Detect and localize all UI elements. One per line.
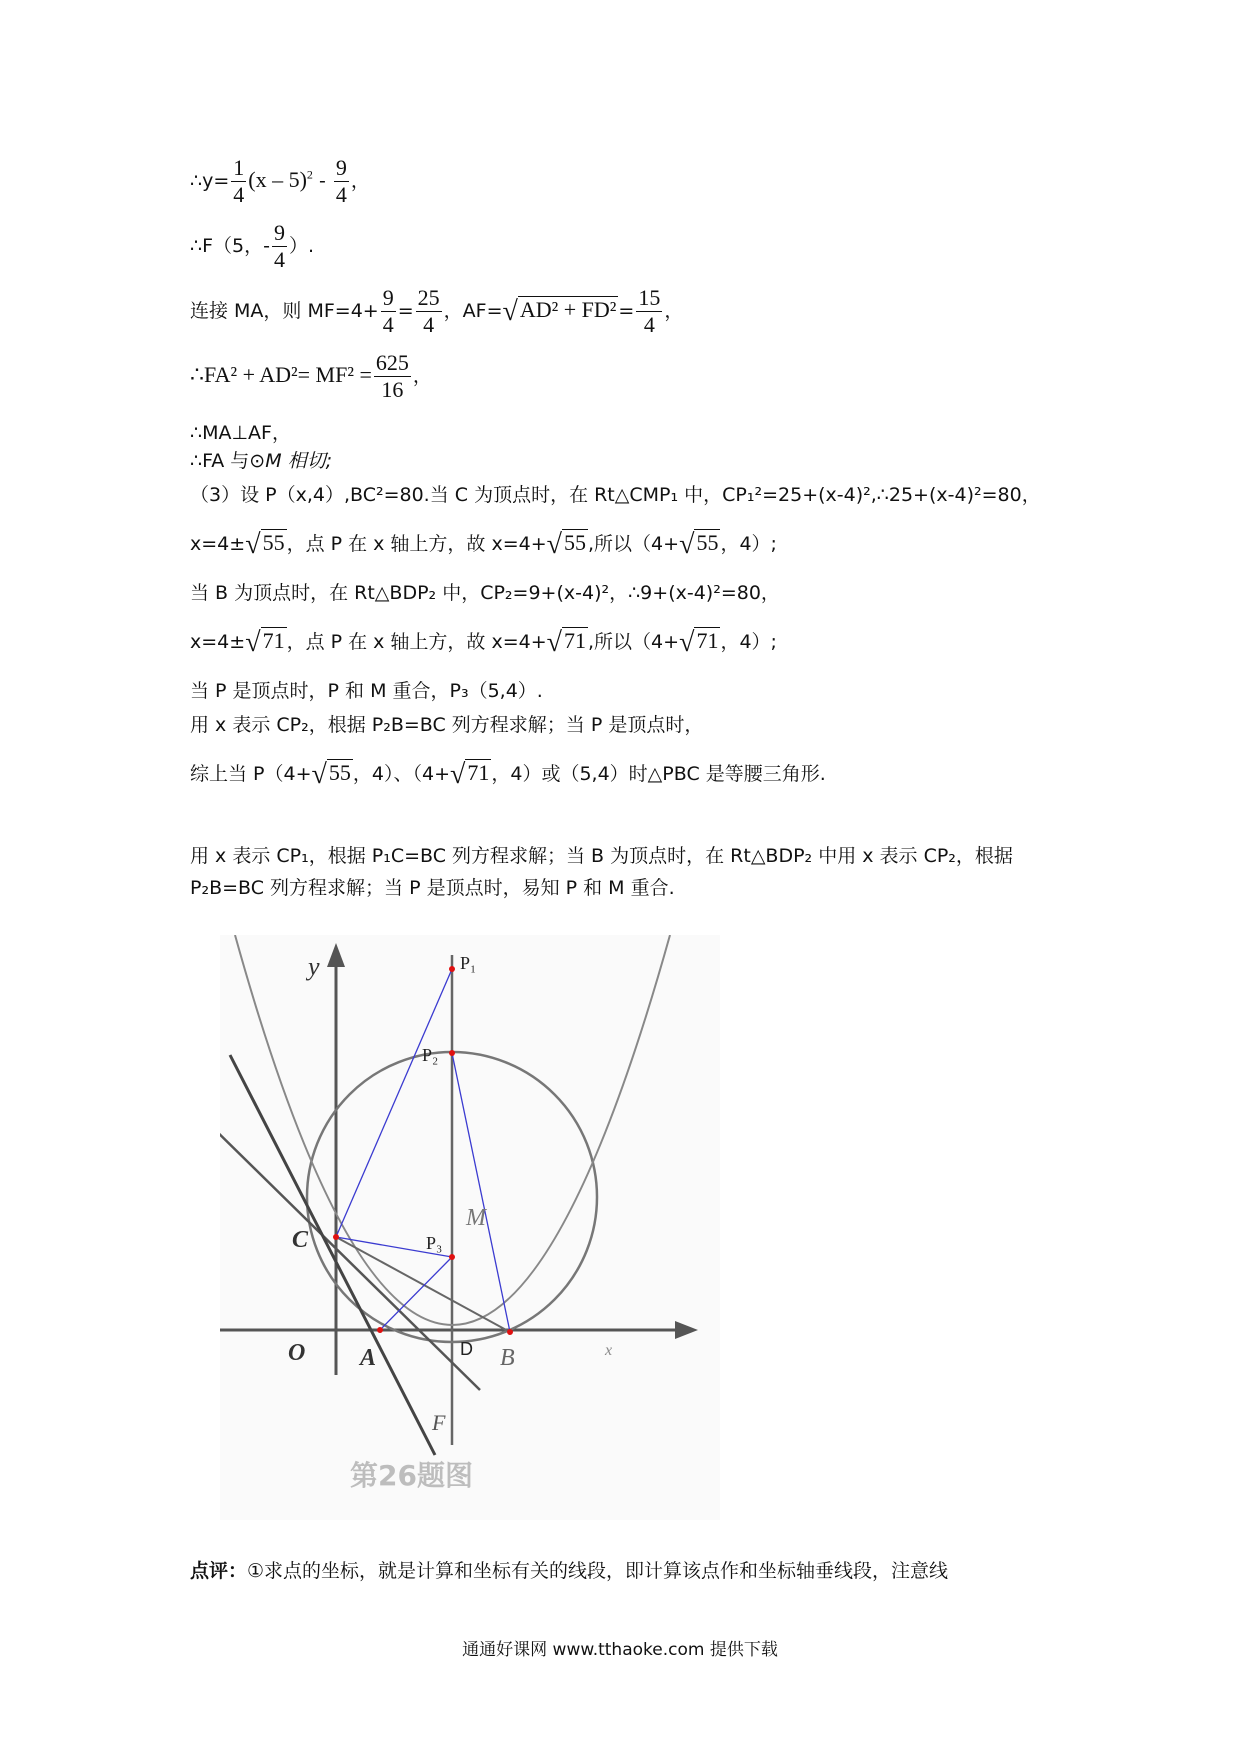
point-b (507, 1329, 513, 1335)
figure-caption: 第26题图 (350, 1459, 473, 1492)
label-p2: P₂ (422, 1045, 439, 1065)
label-x: x (605, 1342, 613, 1359)
eq-mf-af: 连接 MA，则 MF=4+ $\frac{9}{4}$ = $\frac{25}{4}$ ，AF=√AD² + FD² = $\frac{15}{4}$ ， (190, 285, 684, 337)
label-d: D (460, 1339, 473, 1359)
point-p3 (449, 1254, 455, 1260)
eq-pythagoras: ∴FA² + AD²= MF² = $\frac{625}{16}$ ， (190, 350, 432, 402)
label-o: O (288, 1340, 306, 1366)
point-a (377, 1327, 383, 1333)
label-f: F (432, 1410, 446, 1435)
text-case-b: 当 B 为顶点时，在 Rt△BDP₂ 中，CP₂=9+(x-4)²，∴9+(x-4)²=80， (190, 582, 780, 604)
geometry-figure (220, 935, 720, 1520)
label-c: C (292, 1227, 309, 1253)
text-case-c-result: x=4±√55 ，点 P 在 x 轴上方，故 x=4+√55 ,所以（4+√55 ，4）; (190, 529, 777, 560)
text-conclusion: 综上当 P（4+√55 ，4）、（4+√71 ，4）或（5,4）时△PBC 是等腰三角形. (190, 759, 826, 790)
point-p2 (449, 1050, 455, 1056)
eq-parabola-vertex-form: ∴y= $\frac{1}{4}$ (x – 5)$^2$ - $\frac{9}{4}$ ， (190, 155, 370, 207)
text-fa-tangent: ∴FA 与⊙M 相切; (190, 450, 333, 472)
text-cp2-hint: 用 x 表示 CP₂，根据 P₂B=BC 列方程求解；当 P 是顶点时， (190, 714, 704, 736)
text-case-p: 当 P 是顶点时，P 和 M 重合，P₃（5,4）. (190, 680, 543, 702)
text-case-b-result: x=4±√71 ，点 P 在 x 轴上方，故 x=4+√71 ,所以（4+√71 ，4）; (190, 627, 777, 658)
label-y: y (308, 952, 320, 981)
label-p3: P₃ (426, 1233, 443, 1253)
eq-point-f: ∴F（5，- $\frac{9}{4}$ ）. (190, 220, 315, 272)
analysis-line-2: P₂B=BC 列方程求解；当 P 是顶点时，易知 P 和 M 重合. (190, 877, 675, 899)
point-c (333, 1234, 339, 1240)
label-a: A (360, 1345, 377, 1371)
label-m: M (466, 1205, 486, 1231)
text-ma-perp-af: ∴MA⊥AF， (190, 422, 291, 444)
footer: 通通好课网 www.tthaoke.com 提供下载 (462, 1640, 778, 1660)
comment-label: 点评： (190, 1560, 248, 1582)
text-part3-case-c: （3）设 P（x,4）,BC²=80.当 C 为顶点时，在 Rt△CMP₁ 中，CP₁²=25+(x-4)²,∴25+(x-4)²=80， (190, 484, 1041, 506)
analysis-line-1: 用 x 表示 CP₁，根据 P₁C=BC 列方程求解；当 B 为顶点时，在 Rt△BDP₂ 中用 x 表示 CP₂，根据 (190, 845, 1013, 867)
label-b: B (500, 1345, 515, 1371)
comment (190, 1558, 948, 1584)
comment-text: ①求点的坐标，就是计算和坐标有关的线段，即计算该点作和坐标轴垂线段，注意线 (247, 1560, 949, 1582)
label-p1: P₁ (460, 953, 477, 973)
point-p1 (449, 966, 455, 972)
